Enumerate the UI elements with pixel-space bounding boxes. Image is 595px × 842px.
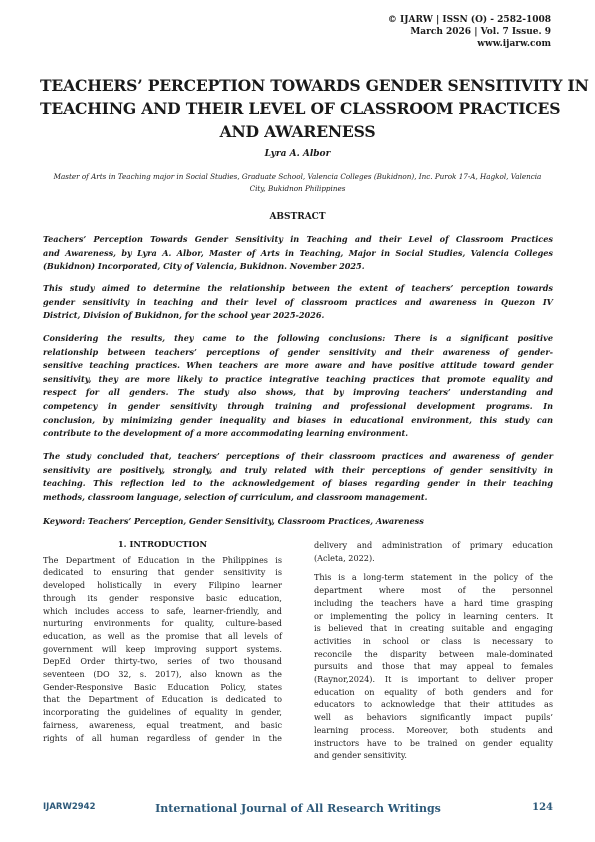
abstract-line: District, Division of Bukidnon, for the school year 2025-2026. — [43, 310, 325, 321]
body-line: or implementing the policy in learning centers. It — [314, 610, 553, 621]
body-line: Gender-Responsive Basic Education Policy, states — [43, 681, 282, 692]
author-affiliation — [50, 171, 545, 195]
body-line: (Acleta, 2022). — [314, 552, 375, 563]
body-line: The Department of Education in the Philippines is — [43, 554, 282, 565]
abstract-line: (Bukidnon) Incorporated, City of Valencia, Bukidnon. November 2025. — [43, 261, 365, 272]
abstract-paragraph-aim — [43, 282, 553, 323]
abstract-line: respect for all genders. The study also shows, that by improving teachers’ understanding and — [43, 387, 553, 398]
abstract-line: relationship between teachers’ perceptions of gender sensitivity and their awareness of gender- — [43, 346, 553, 357]
header-issn: © IJARW | ISSN (O) - 2582-1008 — [387, 15, 551, 25]
abstract-line: conclusion, by minimizing gender inequality and biases in educational environment, this study can — [43, 414, 553, 425]
body-line: well as behaviors significantly impact pupils’ — [314, 712, 553, 723]
keywords — [43, 515, 553, 529]
title-line: AND AWARENESS — [219, 122, 376, 141]
abstract-paragraph-conclusions — [43, 332, 553, 441]
section-heading-introduction: 1. INTRODUCTION — [117, 539, 208, 549]
abstract-line: and Awareness, by Lyra A. Albor, Master of Arts in Teaching, Major in Social Studies, Valencia Colleges — [43, 247, 553, 258]
body-line: department where most of the personnel — [314, 585, 553, 596]
body-line: nurturing environments for quality, culture-based — [43, 618, 282, 629]
abstract-heading: ABSTRACT — [269, 212, 326, 222]
body-line: fairness, awareness, equal treatment, and basic — [43, 719, 282, 730]
body-line: DepEd Order thirty-two, series of two thousand — [43, 656, 282, 667]
body-line: reconcile the disparity between male-dominated — [314, 648, 553, 659]
abstract-line: contribute to the development of a more accommodating learning environment. — [43, 428, 409, 439]
header-website: www.ijarw.com — [477, 39, 551, 49]
author-name: Lyra A. Albor — [264, 149, 331, 159]
body-line: instructors have to be trained on gender equality — [314, 737, 553, 748]
footer-page-number: 124 — [532, 802, 553, 813]
affiliation-line: Master of Arts in Teaching major in Social Studies, Graduate School, Valencia Colleges (Bukidnon), Inc. Purok 17-A, Hagkol, Valencia — [53, 172, 542, 181]
footer-journal-name: International Journal of All Research Writings — [155, 802, 441, 815]
abstract-line: This study aimed to determine the relationship between the extent of teachers’ perception towards — [43, 283, 553, 293]
body-line: pursuits and those that may appeal to females — [314, 661, 553, 672]
left-column — [43, 538, 282, 744]
abstract-line: gender sensitivity in teaching and their level of classroom practices and awareness in Quezon IV — [43, 296, 553, 307]
body-line: seventeen (DO 32, s. 2017), also known as the — [43, 669, 282, 680]
keywords-line: Keyword: Teachers’ Perception, Gender Sensitivity, Classroom Practices, Awareness — [43, 516, 424, 526]
abstract-paragraph-study-concluded — [43, 450, 553, 504]
journal-header — [388, 14, 551, 50]
body-line: educators to acknowledge that their attitudes as — [314, 699, 553, 710]
body-line: delivery and administration of primary education — [314, 540, 553, 550]
abstract-line: teaching. This reflection led to the acknowledgement of biases regarding gender in their teaching — [43, 478, 553, 489]
header-issue: March 2026 | Vol. 7 Issue. 9 — [410, 27, 551, 37]
abstract-line: sensitivity are positively, strongly, and truly related with their perceptions of gender sensitivity in — [43, 464, 553, 475]
title-line: TEACHERS’ PERCEPTION TOWARDS GENDER SENSITIVITY IN — [40, 76, 589, 95]
body-line: is believed that in creating suitable and engaging — [314, 623, 553, 634]
title-line: TEACHING AND THEIR LEVEL OF CLASSROOM PRACTICES — [40, 99, 561, 118]
body-line: This is a long-term statement in the policy of the — [314, 572, 553, 583]
abstract-paragraph-citation — [43, 233, 553, 274]
affiliation-line: City, Bukidnon Philippines — [249, 184, 346, 193]
footer-article-id: IJARW2942 — [43, 802, 96, 812]
body-line: and gender sensitivity. — [314, 750, 407, 761]
body-line: incorporating the guidelines of equality in gender, — [43, 707, 282, 718]
body-line: including the teachers have a hard time grasping — [314, 597, 553, 608]
abstract-line: sensitivity, they are more likely to practice integrative teaching practices that promote equality and — [43, 373, 553, 384]
body-line: government will keep improving support systems. — [43, 643, 282, 654]
abstract-line: sensitive teaching practices. When teachers are more aware and have positive attitude toward gender — [43, 360, 553, 371]
paper-title — [40, 74, 589, 143]
right-column — [314, 539, 553, 762]
body-line: learning process. Moreover, both students and — [314, 724, 553, 735]
abstract-line: methods, classroom language, selection of curriculum, and classroom management. — [43, 491, 428, 502]
abstract-line: competency in gender sensitivity through training and professional development programs. In — [43, 400, 553, 411]
body-line: that the Department of Education is dedicated to — [43, 694, 282, 705]
body-line: education, as well as the promise that all levels of — [43, 630, 282, 641]
abstract-line: Teachers’ Perception Towards Gender Sensitivity in Teaching and their Level of Classroom Practices — [43, 234, 553, 244]
body-line: through its gender responsive basic education, — [43, 592, 282, 603]
body-line: education on equality of both genders and for — [314, 686, 553, 697]
abstract-line: Considering the results, they came to the following conclusions: There is a significant positive — [43, 333, 553, 343]
body-line: dedicated to ensuring that gender sensitivity is — [43, 567, 282, 578]
abstract-line: The study concluded that, teachers’ perceptions of their classroom practices and awareness of gender — [43, 451, 553, 461]
body-line: activities in school or class is necessary to — [314, 635, 553, 646]
body-line: which includes access to safe, learner-friendly, and — [43, 605, 282, 616]
body-line: developed holistically in every Filipino learner — [43, 580, 282, 591]
body-line: rights of all human regardless of gender in the — [43, 732, 282, 743]
body-line: (Raynor,2024). It is important to deliver proper — [314, 674, 553, 685]
